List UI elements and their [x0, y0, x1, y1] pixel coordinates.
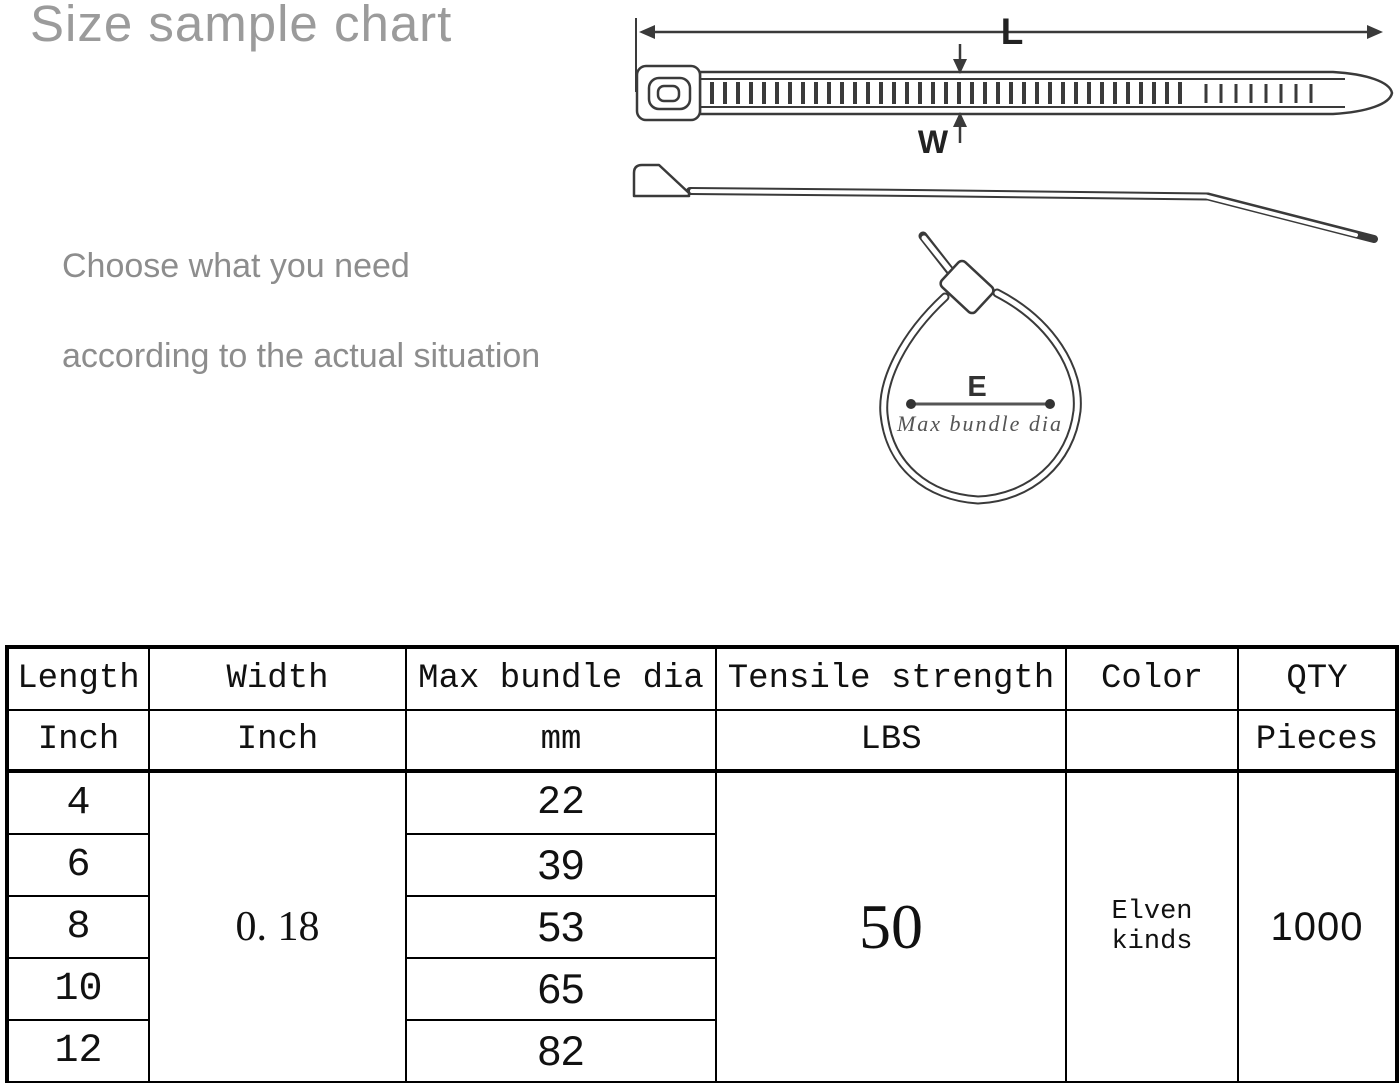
tagline-line-2: according to the actual situation [62, 337, 541, 375]
cable-tie-side-view [634, 165, 1374, 239]
unit-color [1066, 710, 1238, 771]
table-row [7, 771, 1397, 834]
bundle-dimension-label: E [967, 371, 987, 403]
dia-value: 39 [406, 834, 716, 896]
page-title: Size sample chart [30, 0, 453, 52]
unit-length: Inch [7, 710, 149, 771]
unit-tensile-strength: LBS [716, 710, 1066, 771]
arrowhead-right-icon [1367, 25, 1383, 39]
length-value: 8 [7, 896, 149, 958]
length-value: 6 [7, 834, 149, 896]
width-dimension-label: W [917, 124, 949, 160]
col-header-color: Color [1066, 647, 1238, 710]
length-value: 10 [7, 958, 149, 1020]
unit-row [7, 710, 1397, 771]
col-header-length: Length [7, 647, 149, 710]
dia-value: 65 [406, 958, 716, 1020]
unit-max-bundle-dia: mm [406, 710, 716, 771]
dia-value: 22 [406, 771, 716, 834]
unit-qty: Pieces [1238, 710, 1397, 771]
dia-value: 53 [406, 896, 716, 958]
cable-tie-top-view [636, 11, 1392, 160]
width-value: 0. 18 [149, 771, 406, 1083]
unit-width: Inch [149, 710, 406, 771]
length-value: 4 [7, 771, 149, 834]
arrowhead-left-icon [639, 25, 655, 39]
col-header-tensile-strength: Tensile strength [716, 647, 1066, 710]
side-head [634, 165, 689, 196]
qty-value: 1000 [1238, 771, 1397, 1083]
dia-value: 82 [406, 1020, 716, 1083]
dimension-dot-left [906, 399, 916, 409]
bundle-dimension-caption: Max bundle dia [896, 411, 1064, 436]
size-spec-table [5, 645, 1399, 1083]
header-row [7, 647, 1397, 710]
tagline-line-1: Choose what you need [62, 247, 410, 285]
bundle-dimension [896, 371, 1063, 436]
length-value: 12 [7, 1020, 149, 1083]
col-header-width: Width [149, 647, 406, 710]
col-header-qty: QTY [1238, 647, 1397, 710]
col-header-max-bundle-dia: Max bundle dia [406, 647, 716, 710]
cable-tie-loop-view [884, 236, 1078, 500]
length-dimension-label: L [1000, 11, 1024, 52]
cable-tie-diagram [0, 0, 1399, 540]
dimension-dot-right [1045, 399, 1055, 409]
color-value: Elven kinds [1066, 771, 1238, 1083]
tensile-strength-value: 50 [716, 771, 1066, 1083]
